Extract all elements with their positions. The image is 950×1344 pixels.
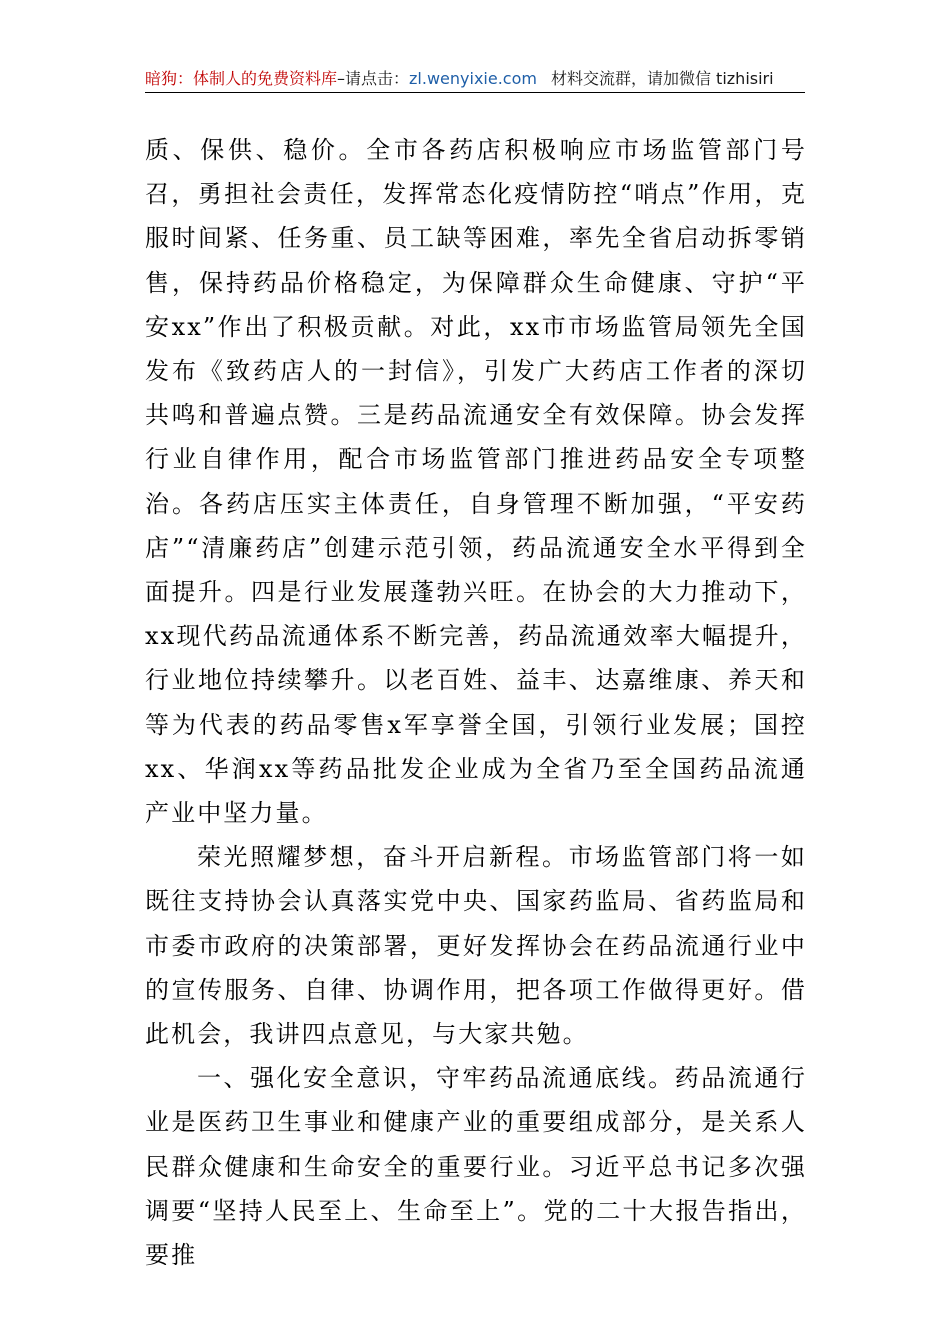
header-group-note: 材料交流群，请加微信 tizhisiri	[550, 69, 774, 88]
paragraph-1: 质、保供、稳价。全市各药店积极响应市场监管部门号召，勇担社会责任，发挥常态化疫情防控“哨点”作用，克服时间紧、任务重、员工缺等困难，率先全省启动拆零销售，保持药品价格稳定，为保障群众生命健康、守护“平安xx”作出了积极贡献。对此，xx市市场监管局领先全国发布《致药店人的一封信》，引发广大药店工作者的深切共鸣和普遍点赞。三是药品流通安全有效保障。协会发挥行业自律作用，配合市场监管部门推进药品安全专项整治。各药店压实主体责任，自身管理不断加强，“平安药店”“清廉药店”创建示范引领，药品流通安全水平得到全面提升。四是行业发展蓬勃兴旺。在协会的大力推动下，xx现代药品流通体系不断完善，药品流通效率大幅提升，行业地位持续攀升。以老百姓、益丰、达嘉维康、养天和等为代表的药品零售x军享誉全国，引领行业发展；国控xx、华润xx等药品批发企业成为全省乃至全国药品流通产业中坚力量。	[145, 136, 807, 828]
header-url-link[interactable]: zl.wenyixie.com	[409, 69, 537, 88]
paragraph-2: 荣光照耀梦想，奋斗开启新程。市场监管部门将一如既往支持协会认真落实党中央、国家药监局、省药监局和市委市政府的决策部署，更好发挥协会在药品流通行业中的宣传服务、自律、协调作用，把各项工作做得更好。借此机会，我讲四点意见，与大家共勉。	[145, 843, 807, 1049]
header-brand: 暗狗：体制人的免费资料库	[145, 69, 338, 88]
paragraph-3: 一、强化安全意识，守牢药品流通底线。药品流通行业是医药卫生事业和健康产业的重要组成部分，是关系人民群众健康和生命安全的重要行业。习近平总书记多次强调要“坚持人民至上、生命至上”。党的二十大报告指出，要推	[145, 1064, 807, 1270]
page-header	[145, 66, 805, 93]
header-click-prompt: –请点击：	[337, 69, 410, 88]
document-body	[145, 128, 807, 1277]
